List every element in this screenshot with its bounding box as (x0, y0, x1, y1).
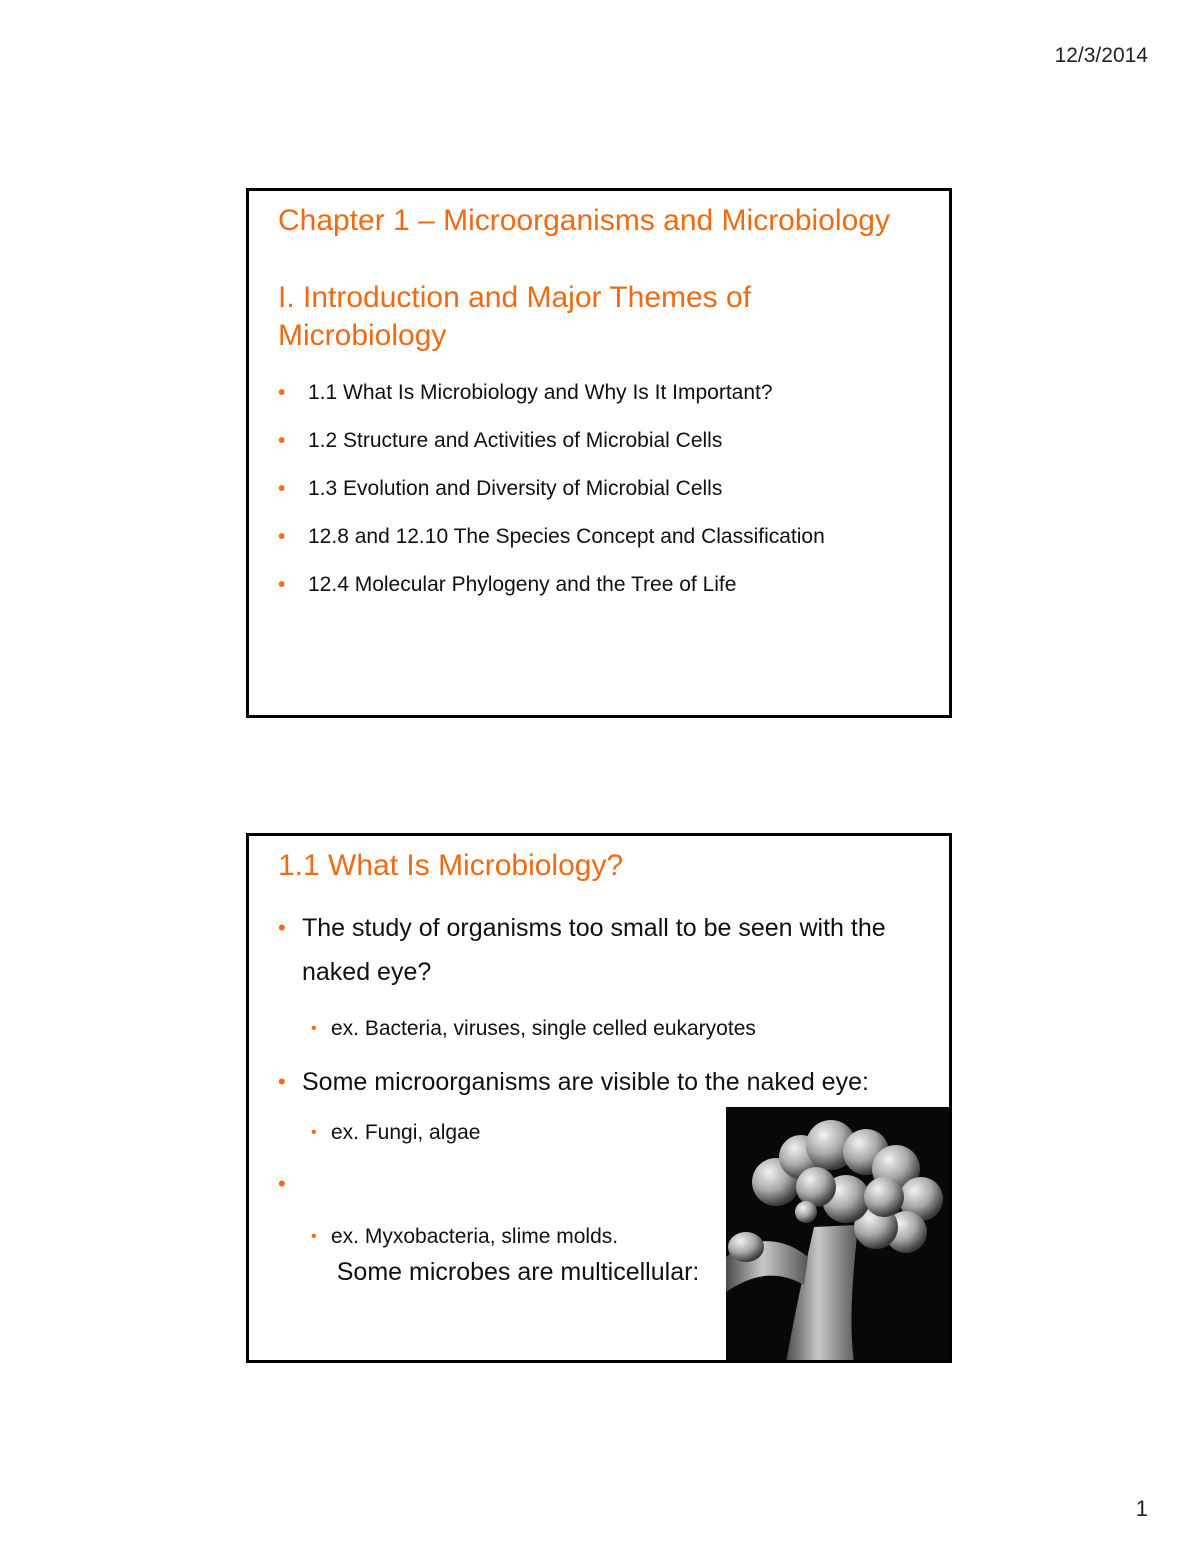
main-point-text: Some microbes are multicellular: (329, 1258, 700, 1286)
topic-label: 12.8 and 12.10 The Species Concept and Classification (308, 525, 825, 548)
sub-point (311, 1224, 618, 1250)
topic-label: 1.1 What Is Microbiology and Why Is It Important? (308, 381, 773, 404)
slide-chapter-overview (246, 188, 952, 718)
microscope-image (726, 1107, 952, 1363)
bullet-icon: • (278, 477, 286, 500)
sub-point-text: ex. Fungi, algae (331, 1121, 481, 1144)
slide-what-is-microbiology (246, 833, 952, 1363)
bullet-icon: • (278, 1069, 286, 1094)
topic-item (278, 525, 825, 573)
topic-label: 12.4 Molecular Phylogeny and the Tree of Life (308, 573, 737, 596)
bullet-icon: • (311, 1020, 317, 1037)
topic-label: 1.3 Evolution and Diversity of Microbial Cells (308, 477, 723, 500)
main-point-text: The study of organisms too small to be seen with the naked eye? (302, 914, 886, 986)
main-point-text: Some microorganisms are visible to the naked eye: (302, 1068, 869, 1096)
sub-point-text: ex. Myxobacteria, slime molds. (331, 1225, 619, 1248)
page-date: 12/3/2014 (1054, 44, 1148, 67)
bullet-icon: • (278, 915, 286, 940)
topic-label: 1.2 Structure and Activities of Microbial Cells (308, 429, 723, 452)
bullet-icon: • (278, 381, 286, 404)
bullet-icon: • (311, 1124, 317, 1141)
topic-list (278, 381, 825, 621)
main-point (278, 1162, 699, 1338)
main-point (278, 906, 942, 994)
bullet-icon: • (278, 573, 286, 596)
bullet-icon: • (278, 429, 286, 452)
slide-title: 1.1 What Is Microbiology? (278, 849, 624, 882)
bullet-icon: • (311, 1228, 317, 1245)
main-point (278, 1060, 869, 1104)
bullet-icon: • (278, 1171, 286, 1196)
topic-item (278, 573, 825, 621)
section-heading: I. Introduction and Major Themes of Microbiology (278, 281, 752, 352)
topic-item (278, 429, 825, 477)
slide-title: Chapter 1 – Microorganisms and Microbiology (278, 204, 890, 237)
slime-mold-micrograph (726, 1107, 952, 1363)
bullet-icon: • (278, 525, 286, 548)
topic-item (278, 477, 825, 525)
sub-point (311, 1120, 480, 1146)
page-number: 1 (1135, 1496, 1148, 1521)
topic-item (278, 381, 825, 429)
sub-point (311, 1016, 756, 1042)
sub-point-text: ex. Bacteria, viruses, single celled eukaryotes (331, 1017, 756, 1040)
